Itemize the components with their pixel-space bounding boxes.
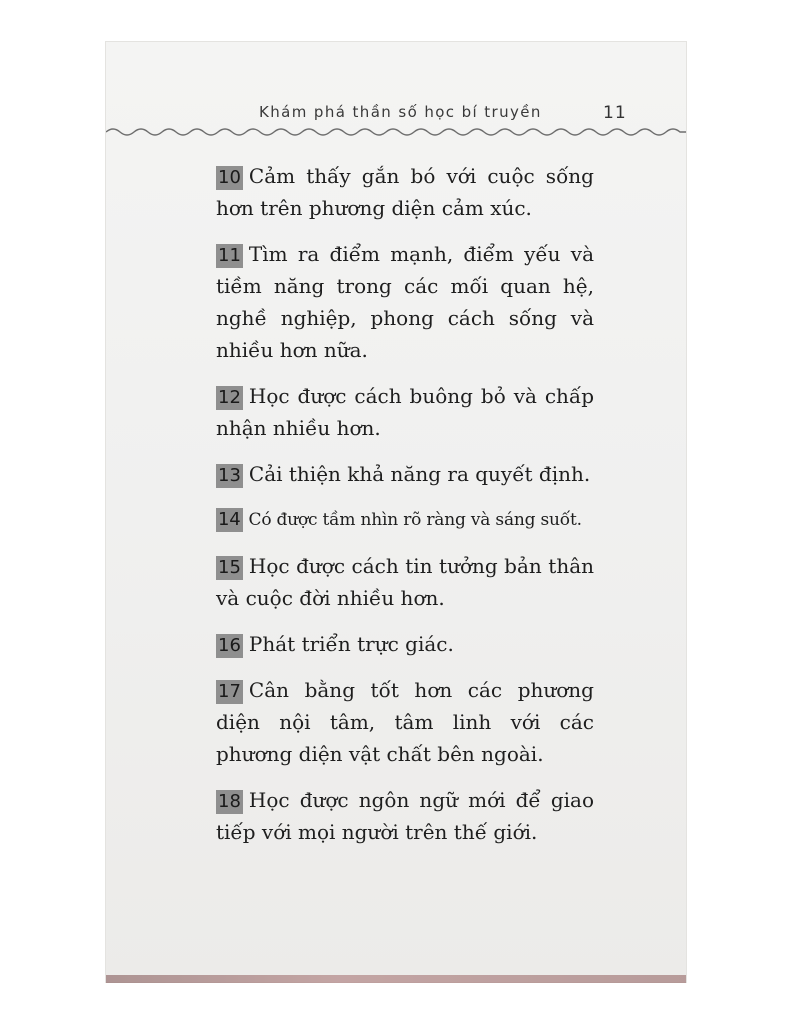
item-text: Tìm ra điểm mạnh, điểm yếu và tiềm năng trong các mối quan hệ, nghề nghiệp, phong cách sống và nhiều hơn nữa.	[216, 242, 594, 362]
list-item	[216, 628, 594, 660]
list-item	[216, 784, 594, 848]
item-number-badge: 18	[218, 791, 241, 812]
page-number: 11	[603, 103, 627, 123]
item-number-badge: 13	[218, 465, 241, 486]
item-number-badge: 14	[218, 509, 241, 530]
item-text: Học được cách buông bỏ và chấp nhận nhiều hơn.	[216, 384, 594, 440]
page-edge-shadow	[106, 975, 686, 983]
item-text: Cân bằng tốt hơn các phương diện nội tâm, tâm linh với các phương diện vật chất bên ngoài.	[216, 678, 594, 766]
header-wave-divider	[106, 124, 686, 140]
list-item	[216, 380, 594, 444]
item-number-badge: 17	[218, 681, 241, 702]
item-text: Phát triển trực giác.	[248, 632, 454, 656]
list-item	[216, 238, 594, 366]
item-text: Có được tầm nhìn rõ ràng và sáng suốt.	[248, 510, 582, 530]
item-text: Học được ngôn ngữ mới để giao tiếp với mọi người trên thế giới.	[216, 788, 594, 844]
list-item	[216, 160, 594, 224]
item-text: Cảm thấy gắn bó với cuộc sống hơn trên phương diện cảm xúc.	[216, 164, 594, 220]
list-item	[216, 504, 594, 536]
item-number-badge: 12	[218, 387, 241, 408]
list-item	[216, 550, 594, 614]
list-item	[216, 674, 594, 770]
item-number-badge: 10	[218, 167, 241, 188]
list-item	[216, 458, 594, 490]
item-number-badge: 11	[218, 245, 241, 266]
item-text: Cải thiện khả năng ra quyết định.	[248, 462, 591, 486]
running-header-title: Khám phá thần số học bí truyền	[259, 103, 542, 121]
item-number-badge: 16	[218, 635, 241, 656]
item-number-badge: 15	[218, 557, 241, 578]
item-text: Học được cách tin tưởng bản thân và cuộc đời nhiều hơn.	[216, 554, 594, 610]
benefits-list	[216, 160, 594, 862]
